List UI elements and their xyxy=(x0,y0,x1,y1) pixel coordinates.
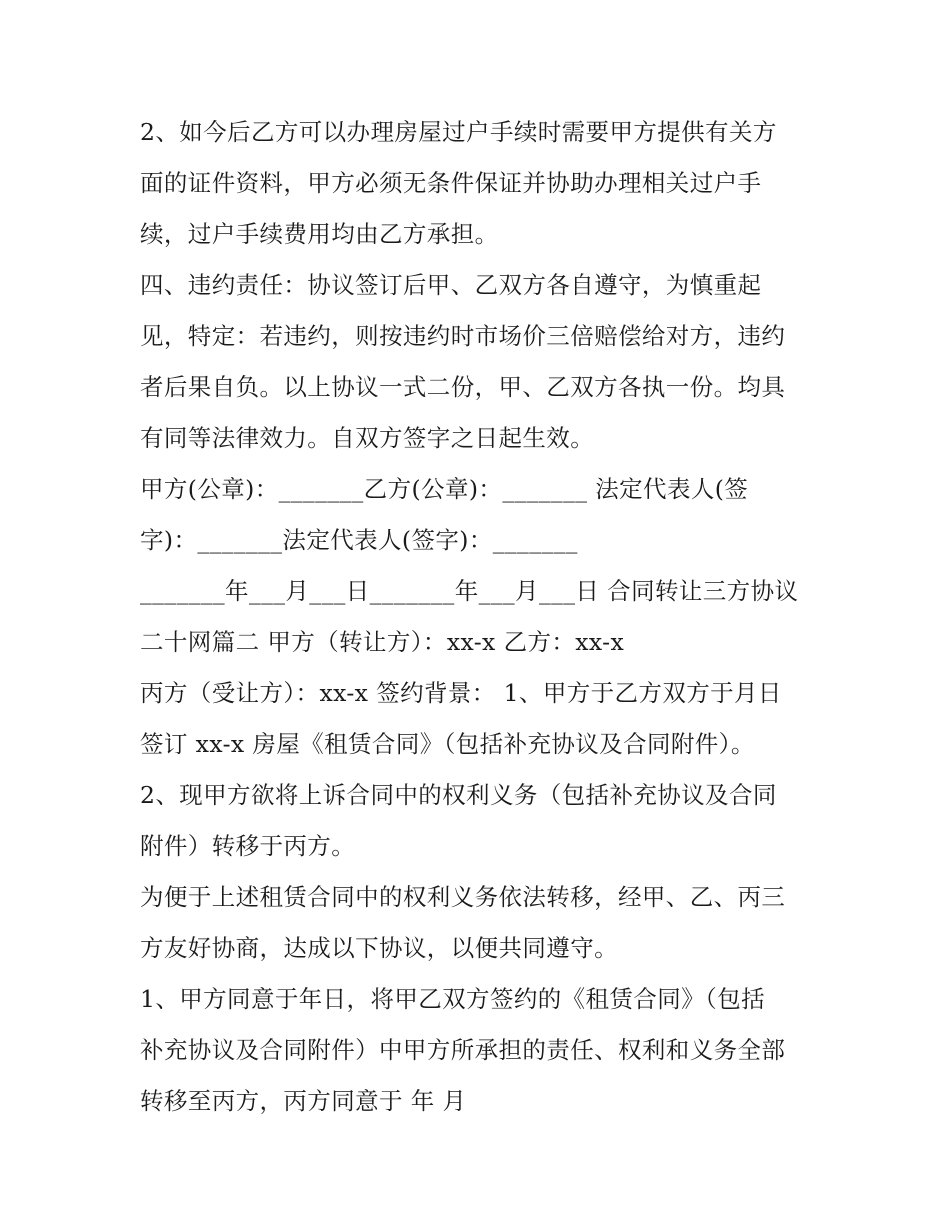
text-line: 二十网篇二 甲方（转让方）：xx-x 乙方：xx-x xyxy=(140,628,625,656)
text-line: 转移至丙方，丙方同意于 年 月 xyxy=(140,1087,467,1115)
text-line: 方友好协商，达成以下协议，以便共同遵守。 xyxy=(140,934,618,962)
text-line: 有同等法律效力。自双方签字之日起生效。 xyxy=(140,424,595,452)
text-line: 签订 xx-x 房屋《租赁合同》（包括补充协议及合同附件）。 xyxy=(140,730,755,758)
text-line: 2、现甲方欲将上诉合同中的权利义务（包括补充协议及合同 xyxy=(140,781,777,809)
text-line: 见，特定：若违约，则按违约时市场价三倍赔偿给对方，违约 xyxy=(140,322,786,350)
text-line: 续，过户手续费用均由乙方承担。 xyxy=(140,220,499,248)
document-body xyxy=(140,107,820,1127)
text-line: 面的证件资料，甲方必须无条件保证并协助办理相关过户手 xyxy=(140,169,762,197)
text-line: 四、违约责任：协议签订后甲、乙双方各自遵守，为慎重起 xyxy=(140,271,762,299)
signature-line: 字)：_______法定代表人(签字)：_______ xyxy=(140,526,578,554)
signature-line: 甲方(公章)：_______乙方(公章)：_______ 法定代表人(签 xyxy=(140,475,749,503)
text-line: 附件）转移于丙方。 xyxy=(140,832,356,860)
text-line: 1、甲方同意于年日，将甲乙双方签约的《租赁合同》（包括 xyxy=(140,985,766,1013)
text-line: 丙方（受让方）：xx-x 签约背景： 1、甲方于乙方双方于月日 xyxy=(140,679,782,707)
text-line: 2、如今后乙方可以办理房屋过户手续时需要甲方提供有关方 xyxy=(140,118,777,146)
text-line: 者后果自负。以上协议一式二份，甲、乙双方各执一份。均具 xyxy=(140,373,786,401)
text-line: 补充协议及合同附件）中甲方所承担的责任、权利和义务全部 xyxy=(140,1036,786,1064)
date-line: _______年___月___日_______年___月___日 合同转让三方协议 xyxy=(140,577,799,605)
text-line: 为便于上述租赁合同中的权利义务依法转移，经甲、乙、丙三 xyxy=(140,883,786,911)
